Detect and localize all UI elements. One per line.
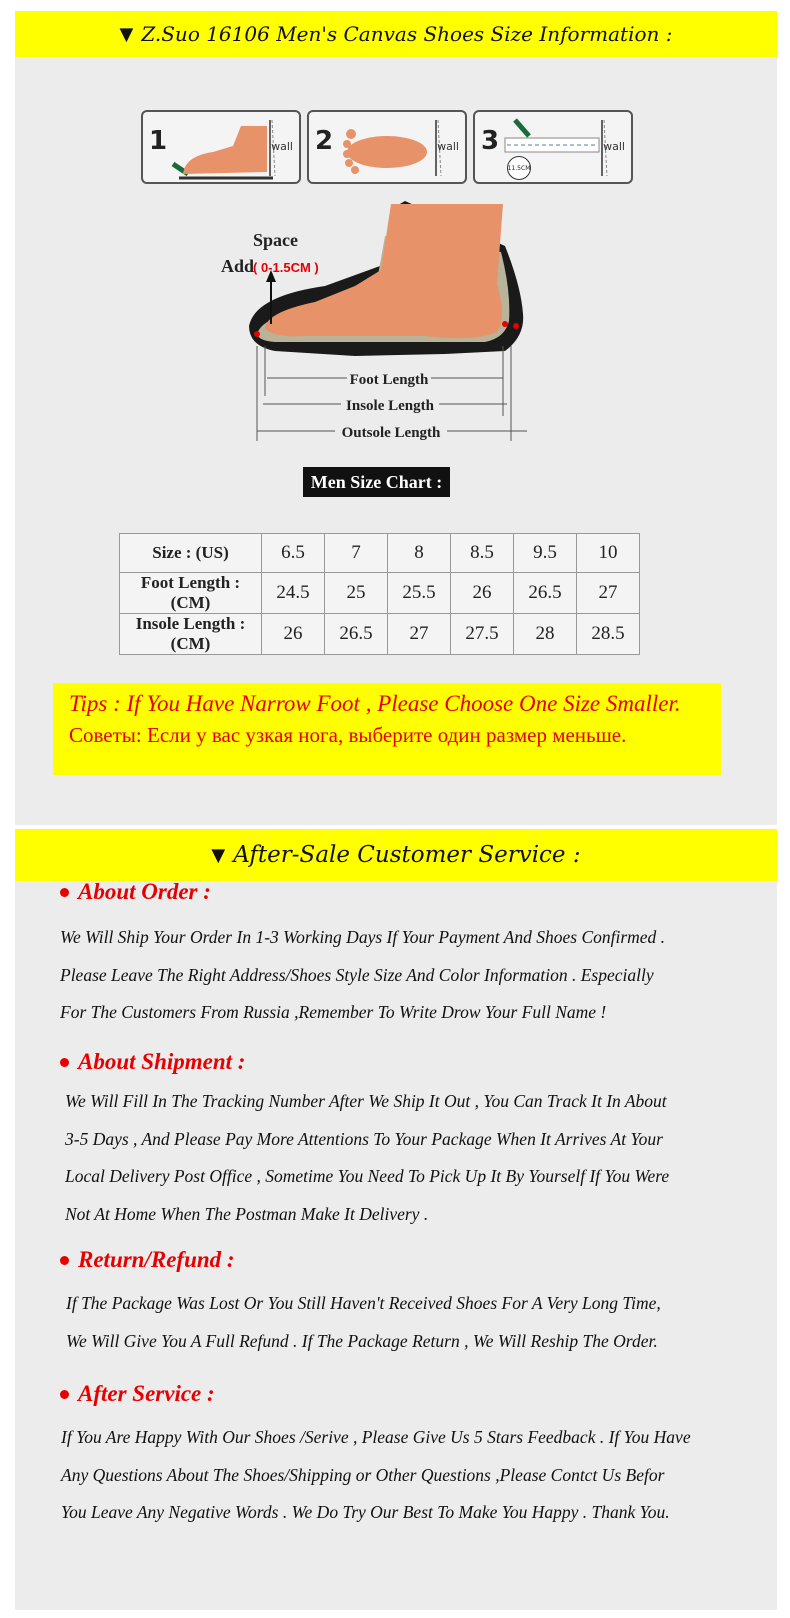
table-cell: 26 [451,573,514,614]
table-cell: 26 [262,614,325,655]
about-order-section [60,879,665,1032]
table-cell: 26.5 [325,614,388,655]
size-info-title: Z.Suo 16106 Men's Canvas Shoes Size Information : [141,22,673,46]
table-cell: 8.5 [451,534,514,573]
bullet-icon [60,1058,69,1067]
measure-badge: 11.5CM [507,156,531,180]
table-cell: 24.5 [262,573,325,614]
body-line: Local Delivery Post Office , Sometime You Need To Pick Up It By Yourself If You Were [65,1166,670,1186]
section-body [60,1419,691,1532]
table-cell: 7 [325,534,388,573]
service-banner [15,829,777,881]
bullet-icon [60,1256,69,1265]
return-refund-section [60,1247,661,1360]
triangle-down-icon: ▼ [211,844,226,866]
measure-step-1 [141,110,301,184]
step-number: 1 [149,126,168,156]
table-cell: 9.5 [514,534,577,573]
table-row [120,573,640,614]
add-range-label: ( 0-1.5CM ) [253,260,319,275]
step-number: 2 [315,126,334,156]
section-title [60,1247,661,1273]
section-body [60,919,665,1032]
body-line: 3-5 Days , And Please Pay More Attentions To Your Package When It Arrives At Your [65,1128,663,1149]
body-line: We Will Give You A Full Refund . If The Package Return , We Will Reship The Order. [66,1330,658,1351]
row-header: Insole Length : (CM) [120,614,262,655]
body-line: For The Customers From Russia ,Remember To Write Drow Your Full Name ! [60,1002,607,1022]
bullet-icon [60,888,69,897]
table-cell: 27 [388,614,451,655]
table-row [120,534,640,573]
section-title [60,1381,691,1407]
foot-length-label: Foot Length [349,372,429,388]
foot-length-diagram [205,196,565,446]
table-cell: 28 [514,614,577,655]
section-body [60,1285,661,1360]
section-title-text: About Order : [78,879,211,904]
body-line: If The Package Was Lost Or You Still Haven't Received Shoes For A Very Long Time, [66,1293,661,1313]
wall-label: wall [437,140,459,153]
table-cell: 10 [577,534,640,573]
table-cell: 25 [325,573,388,614]
triangle-down-icon: ▼ [119,23,134,45]
body-line: Any Questions About The Shoes/Shipping or Other Questions ,Please Contct Us Befor [61,1464,665,1485]
table-cell: 27 [577,573,640,614]
tips-russian: Советы: Если у вас узкая нога, выберите один размер меньше. [69,723,627,747]
section-title [60,1049,669,1075]
about-shipment-section [60,1049,669,1233]
body-line: We Will Ship Your Order In 1-3 Working Days If Your Payment And Shoes Confirmed . [60,927,666,947]
table-cell: 6.5 [262,534,325,573]
tips-box [53,683,721,775]
measure-step-2 [307,110,467,184]
section-title-text: After Service : [78,1381,215,1406]
section-body [60,1083,669,1233]
body-line: Not At Home When The Postman Make It Delivery . [65,1203,429,1224]
service-title: After-Sale Customer Service : [233,842,581,868]
body-line: You Leave Any Negative Words . We Do Try Our Best To Make You Happy . Thank You. [61,1502,670,1522]
after-service-section [60,1381,691,1532]
measuring-steps [141,110,633,184]
size-chart-table [119,533,640,655]
row-header: Size : (US) [120,534,262,573]
table-cell: 8 [388,534,451,573]
wall-label: wall [603,140,625,153]
outsole-length-label: Outsole Length [341,425,441,441]
wall-label: wall [271,140,293,153]
tips-english: Tips : If You Have Narrow Foot , Please Choose One Size Smaller. [69,691,681,716]
size-info-panel [15,11,777,825]
row-header: Foot Length : (CM) [120,573,262,614]
section-title-text: Return/Refund : [78,1247,235,1272]
add-label: Add [221,256,255,276]
table-cell: 25.5 [388,573,451,614]
body-line: If You Are Happy With Our Shoes /Serive , Please Give Us 5 Stars Feedback . If You Have [61,1427,691,1447]
bullet-icon [60,1390,69,1399]
body-line: Please Leave The Right Address/Shoes Style Size And Color Information . Especially [60,964,654,985]
table-row [120,614,640,655]
step-number: 3 [481,126,500,156]
table-cell: 28.5 [577,614,640,655]
section-title [60,879,665,905]
service-panel [15,829,777,1610]
size-info-banner [15,11,777,57]
size-chart-title: Men Size Chart : [303,467,450,497]
table-cell: 26.5 [514,573,577,614]
section-title-text: About Shipment : [78,1049,246,1074]
space-label: Space [253,230,298,250]
measure-step-3 [473,110,633,184]
body-line: We Will Fill In The Tracking Number After We Ship It Out , You Can Track It In About [65,1091,667,1111]
table-cell: 27.5 [451,614,514,655]
insole-length-label: Insole Length [346,398,434,414]
